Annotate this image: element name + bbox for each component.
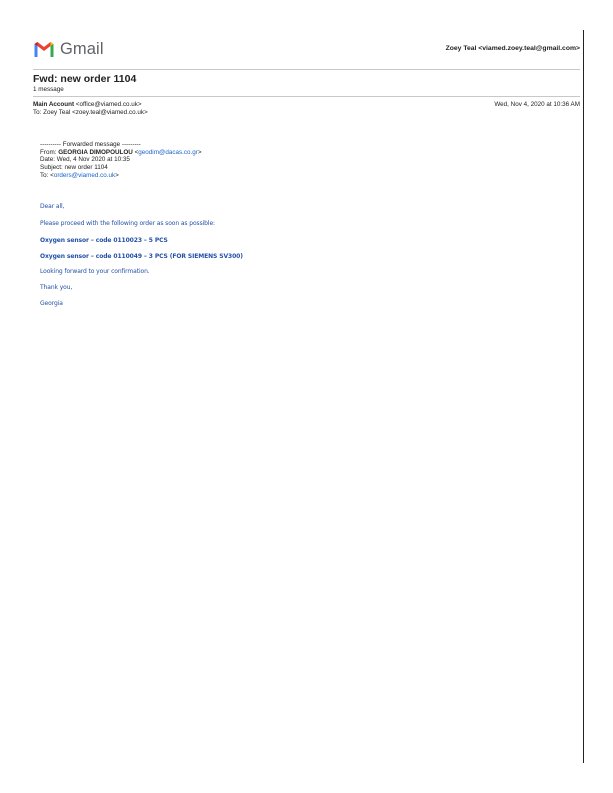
subject-divider xyxy=(33,96,580,97)
gmail-logo xyxy=(33,40,104,58)
forwarded-header xyxy=(40,141,202,180)
gmail-wordmark: Gmail xyxy=(60,39,104,58)
forwarded-sender-name: GEORGIA DIMOPOULOU xyxy=(58,148,133,156)
message-from xyxy=(33,101,142,108)
account-email: Zoey Teal <viamed.zoey.teal@gmail.com> xyxy=(445,45,580,52)
page-right-border xyxy=(583,30,584,763)
forwarded-recipient-email-link[interactable]: orders@viamed.co.uk xyxy=(53,171,116,179)
header-divider xyxy=(33,69,580,70)
forwarded-sender-email-link[interactable]: geodim@dacas.co.gr xyxy=(138,148,198,156)
thread-subject: Fwd: new order 1104 xyxy=(33,73,137,85)
body-closing: Looking forward to your confirmation. xyxy=(40,268,150,275)
print-header xyxy=(33,38,580,60)
body-intro: Please proceed with the following order as soon as possible: xyxy=(40,220,215,227)
message-to: To: Zoey Teal <zoey.teal@viamed.co.uk> xyxy=(33,109,148,116)
message-count: 1 message xyxy=(33,86,64,93)
body-greeting: Dear all, xyxy=(40,203,65,210)
forwarded-to: To: <orders@viamed.co.uk> xyxy=(40,171,119,179)
body-signature: Georgia xyxy=(40,300,63,307)
body-thanks: Thank you, xyxy=(40,284,73,291)
forwarded-separator: ---------- Forwarded message --------- xyxy=(40,141,141,148)
order-item-1: Oxygen sensor – code 0110023 – 5 PCS xyxy=(40,237,168,244)
forwarded-from: From: GEORGIA DIMOPOULOU <geodim@dacas.co.gr> xyxy=(40,148,202,156)
forwarded-subject: Subject: new order 1104 xyxy=(40,164,108,172)
gmail-m-icon xyxy=(33,41,55,57)
sender-name: Main Account xyxy=(33,101,75,108)
order-item-2: Oxygen sensor – code 0110049 – 3 PCS (FOR SIEMENS SV300) xyxy=(40,253,243,260)
forwarded-date: Date: Wed, 4 Nov 2020 at 10:35 xyxy=(40,156,130,164)
message-date: Wed, Nov 4, 2020 at 10:36 AM xyxy=(494,101,580,108)
sender-email: <office@viamed.co.uk> xyxy=(75,101,142,108)
